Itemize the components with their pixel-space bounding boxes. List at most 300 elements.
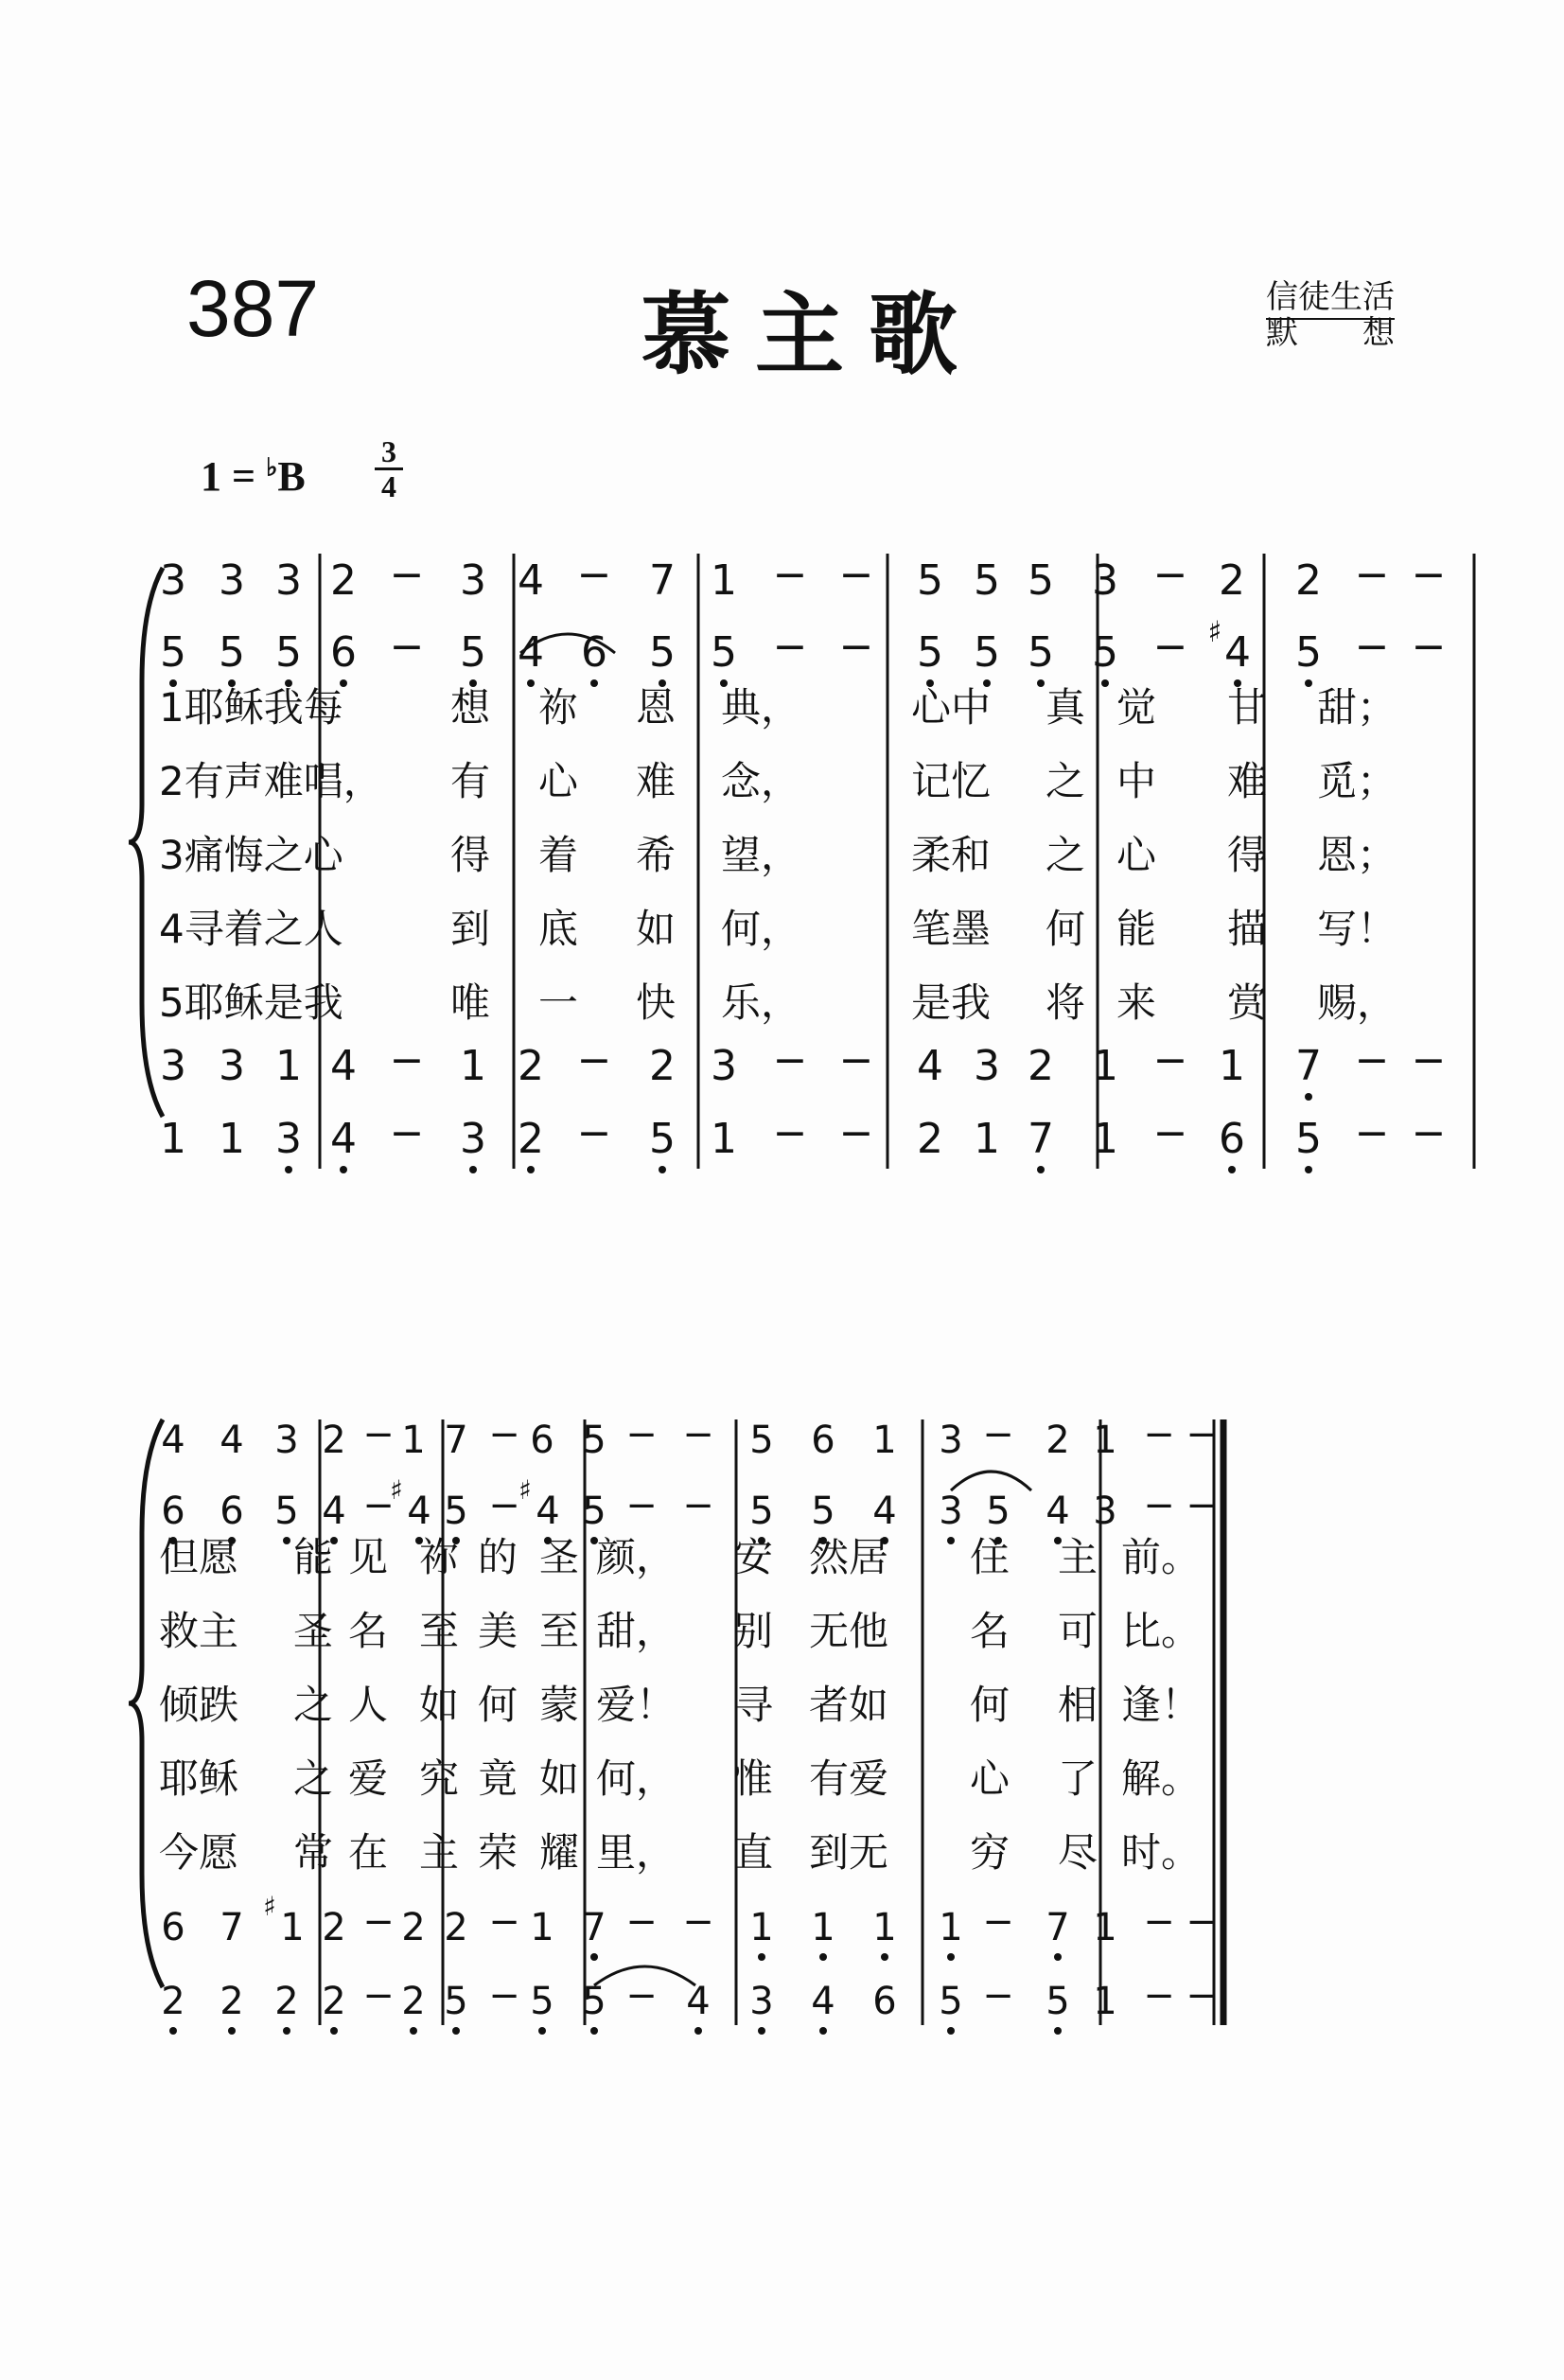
note: 6 — [220, 1490, 244, 1533]
note: 5 — [582, 1490, 606, 1533]
sustain-dash: − — [1152, 551, 1188, 599]
octave-dot — [452, 2027, 460, 2035]
octave-dot — [1305, 1093, 1312, 1101]
lyric-syllable: 如 — [636, 906, 677, 952]
octave-dot — [527, 679, 535, 687]
lyric-syllable: 心 — [1116, 832, 1157, 878]
note: 1 — [939, 1906, 963, 1949]
lyric-syllable: 有爱 — [809, 1755, 889, 1802]
lyric-syllable: 颜， — [596, 1534, 677, 1580]
sustain-dash: − — [982, 1413, 1014, 1456]
note: 5 — [749, 1419, 774, 1462]
octave-dot — [947, 1537, 955, 1544]
lyric-syllable: 比。 — [1121, 1608, 1202, 1654]
note: 1 — [1093, 1419, 1117, 1462]
octave-dot — [1305, 679, 1312, 687]
lyric-syllable: 祢 — [419, 1534, 460, 1580]
sustain-dash: − — [1354, 551, 1390, 599]
note: 2 — [401, 1906, 426, 1949]
lyric-syllable: 主 — [419, 1829, 460, 1876]
note: 7 — [1295, 1042, 1322, 1090]
sustain-dash: − — [982, 1974, 1014, 2018]
octave-dot — [1305, 1166, 1312, 1173]
lyric-syllable: 得 — [450, 832, 491, 878]
sharp-sign: ♯ — [518, 1474, 532, 1506]
note: 1 — [1092, 1042, 1118, 1090]
lyric-syllable: 直 — [733, 1829, 774, 1876]
lyric-syllable: 希 — [636, 832, 677, 878]
sustain-dash: − — [488, 1484, 520, 1527]
sustain-dash: − — [488, 1900, 520, 1944]
system-brace — [129, 568, 163, 1117]
note: 4 — [872, 1490, 897, 1533]
sustain-dash: − — [625, 1974, 658, 2018]
lyric-syllable: 觅； — [1317, 758, 1397, 804]
note: 3 — [219, 1042, 245, 1090]
note: 1 — [749, 1906, 774, 1949]
note: 7 — [1028, 1115, 1054, 1163]
octave-dot — [340, 1166, 347, 1173]
note: 1 — [460, 1042, 486, 1090]
note: 2 — [322, 1980, 346, 2023]
lyric-syllable: 祢 — [538, 684, 579, 731]
sustain-dash: − — [682, 1484, 714, 1527]
sustain-dash: − — [1143, 1413, 1175, 1456]
sustain-dash: − — [1186, 1900, 1218, 1944]
note: 2 — [1219, 556, 1245, 605]
lyric-syllable: 寻 — [733, 1682, 774, 1728]
note: 5 — [160, 628, 186, 677]
note: 7 — [1046, 1906, 1070, 1949]
note: 1 — [872, 1419, 897, 1462]
lyric-syllable: 无他 — [809, 1608, 889, 1654]
note: 3 — [275, 556, 302, 605]
octave-dot — [285, 1166, 292, 1173]
note: 1 — [711, 1115, 737, 1163]
lyric-syllable: 恩 — [636, 684, 677, 731]
note: 6 — [811, 1419, 835, 1462]
lyric-syllable: 但愿 — [159, 1534, 239, 1580]
lyric-syllable: 中 — [1116, 758, 1157, 804]
lyric-syllable: 何 — [478, 1682, 518, 1728]
time-bottom: 4 — [375, 467, 403, 502]
octave-dot — [694, 2027, 702, 2035]
lyric-syllable: 惟 — [733, 1755, 774, 1802]
note: 1 — [275, 1042, 302, 1090]
lyric-syllable: 能 — [293, 1534, 334, 1580]
octave-dot — [1101, 679, 1109, 687]
octave-dot — [819, 2027, 827, 2035]
lyric-syllable: 倾跌 — [159, 1682, 239, 1728]
lyric-syllable: 真 — [1046, 684, 1086, 731]
lyric-syllable: 着 — [538, 832, 579, 878]
note: 4 — [220, 1419, 244, 1462]
note: 3 — [275, 1115, 302, 1163]
sustain-dash: − — [362, 1413, 395, 1456]
note: 5 — [917, 628, 943, 677]
note: 6 — [872, 1980, 897, 2023]
lyric-syllable: 里， — [596, 1829, 677, 1876]
lyric-syllable: 至 — [419, 1608, 460, 1654]
sustain-dash: − — [576, 551, 612, 599]
note: 5 — [460, 628, 486, 677]
note: 2 — [322, 1906, 346, 1949]
lyric-syllable: 心 — [538, 758, 579, 804]
lyric-syllable: 2有声难唱， — [159, 758, 383, 804]
lyric-syllable: 将 — [1046, 979, 1086, 1026]
lyric-syllable: 赏 — [1227, 979, 1268, 1026]
sustain-dash: − — [389, 1036, 425, 1084]
note: 2 — [518, 1115, 544, 1163]
lyric-syllable: 赐， — [1317, 979, 1397, 1026]
lyric-syllable: 至 — [539, 1608, 580, 1654]
lyric-syllable: 能 — [1116, 906, 1157, 952]
sustain-dash: − — [1411, 1036, 1447, 1084]
lyric-syllable: 乐， — [721, 979, 801, 1026]
note: 6 — [161, 1906, 185, 1949]
note: 3 — [939, 1490, 963, 1533]
lyric-syllable: 念， — [721, 758, 801, 804]
note: 5 — [1028, 628, 1054, 677]
lyric-syllable: 见 — [348, 1534, 389, 1580]
sustain-dash: − — [1143, 1900, 1175, 1944]
lyric-syllable: 逢！ — [1121, 1682, 1202, 1728]
octave-dot — [330, 2027, 338, 2035]
octave-dot — [410, 2027, 417, 2035]
sustain-dash: − — [772, 1109, 808, 1157]
note: 2 — [401, 1980, 426, 2023]
note: 3 — [974, 1042, 1000, 1090]
lyric-syllable: 如 — [539, 1755, 580, 1802]
note: 4 — [686, 1980, 711, 2023]
lyric-syllable: 圣 — [539, 1534, 580, 1580]
octave-dot — [947, 1953, 955, 1961]
sharp-sign: ♯ — [390, 1474, 403, 1506]
time-top: 3 — [381, 434, 396, 468]
note: 4 — [330, 1042, 357, 1090]
note: 5 — [274, 1490, 299, 1533]
note: 6 — [330, 628, 357, 677]
octave-dot — [758, 1953, 765, 1961]
lyric-syllable: 底 — [538, 906, 579, 952]
lyric-syllable: 荣 — [478, 1829, 518, 1876]
lyric-syllable: 究 — [419, 1755, 460, 1802]
sustain-dash: − — [362, 1484, 395, 1527]
note: 5 — [939, 1980, 963, 2023]
lyric-syllable: 是我 — [911, 979, 992, 1026]
lyric-syllable: 1耶稣我每 — [159, 684, 343, 731]
lyric-syllable: 救主 — [159, 1608, 239, 1654]
octave-dot — [947, 2027, 955, 2035]
lyric-syllable: 竟 — [478, 1755, 518, 1802]
note: 6 — [161, 1490, 185, 1533]
sustain-dash: − — [838, 1109, 874, 1157]
note: 3 — [1093, 1490, 1117, 1533]
lyric-syllable: 4寻着之人 — [159, 906, 343, 952]
lyric-syllable: 尽 — [1058, 1829, 1098, 1876]
note: 4 — [330, 1115, 357, 1163]
system-brace — [129, 1419, 163, 1987]
key-note: B — [277, 453, 306, 500]
note: 5 — [711, 628, 737, 677]
sustain-dash: − — [488, 1974, 520, 2018]
lyric-syllable: 人 — [348, 1682, 389, 1728]
note: 7 — [582, 1906, 606, 1949]
lyric-syllable: 得 — [1227, 832, 1268, 878]
lyric-syllable: 之 — [1046, 758, 1086, 804]
note: 1 — [530, 1906, 554, 1949]
lyric-syllable: 之 — [293, 1682, 334, 1728]
note: 5 — [275, 628, 302, 677]
octave-dot — [469, 1166, 477, 1173]
note: 2 — [161, 1980, 185, 2023]
octave-dot — [1037, 1166, 1045, 1173]
octave-dot — [538, 2027, 546, 2035]
sustain-dash: − — [772, 623, 808, 671]
lyric-syllable: 何， — [596, 1755, 677, 1802]
lyric-syllable: 甜， — [596, 1608, 677, 1654]
note: 5 — [749, 1490, 774, 1533]
sustain-dash: − — [389, 623, 425, 671]
lyric-syllable: 解。 — [1121, 1755, 1202, 1802]
note: 2 — [220, 1980, 244, 2023]
lyric-syllable: 别 — [733, 1608, 774, 1654]
lyric-syllable: 一 — [538, 979, 579, 1026]
sustain-dash: − — [682, 1900, 714, 1944]
lyric-syllable: 描 — [1227, 906, 1268, 952]
note: 3 — [160, 1042, 186, 1090]
sustain-dash: − — [1143, 1974, 1175, 2018]
note: 5 — [1092, 628, 1118, 677]
note: 4 — [536, 1490, 560, 1533]
lyric-syllable: 到 — [450, 906, 491, 952]
sustain-dash: − — [625, 1413, 658, 1456]
note: 6 — [530, 1419, 554, 1462]
sustain-dash: − — [1143, 1484, 1175, 1527]
sustain-dash: − — [1152, 623, 1188, 671]
lyric-syllable: 难 — [1227, 758, 1268, 804]
lyric-syllable: 有 — [450, 758, 491, 804]
lyric-syllable: 5耶稣是我 — [159, 979, 343, 1026]
note: 5 — [530, 1980, 554, 2023]
note: 3 — [219, 556, 245, 605]
sustain-dash: − — [488, 1413, 520, 1456]
key-prefix: 1 = — [201, 453, 267, 500]
note: 7 — [649, 556, 676, 605]
lyric-syllable: 可 — [1058, 1608, 1098, 1654]
lyric-syllable: 典， — [721, 684, 801, 731]
lyric-syllable: 觉 — [1116, 684, 1157, 731]
lyric-syllable: 相 — [1058, 1682, 1098, 1728]
note: 5 — [974, 628, 1000, 677]
sustain-dash: − — [362, 1900, 395, 1944]
lyric-syllable: 在 — [348, 1829, 389, 1876]
lyric-syllable: 圣 — [293, 1608, 334, 1654]
sustain-dash: − — [625, 1484, 658, 1527]
note: 3 — [749, 1980, 774, 2023]
note: 1 — [811, 1906, 835, 1949]
lyric-syllable: 时。 — [1121, 1829, 1202, 1876]
note: 2 — [330, 556, 357, 605]
note: 2 — [322, 1419, 346, 1462]
note: 1 — [872, 1906, 897, 1949]
sustain-dash: − — [625, 1900, 658, 1944]
note: 3 — [711, 1042, 737, 1090]
lyric-syllable: 记忆 — [911, 758, 992, 804]
octave-dot — [590, 1953, 598, 1961]
note: 3 — [1092, 556, 1118, 605]
sustain-dash: − — [1186, 1413, 1218, 1456]
note: 1 — [1219, 1042, 1245, 1090]
note: 2 — [444, 1906, 468, 1949]
octave-dot — [169, 2027, 177, 2035]
octave-dot — [1054, 2027, 1062, 2035]
lyric-syllable: 爱 — [348, 1755, 389, 1802]
octave-dot — [283, 1537, 290, 1544]
lyric-syllable: 然居 — [809, 1534, 889, 1580]
note: 1 — [711, 556, 737, 605]
sustain-dash: − — [1411, 551, 1447, 599]
note: 5 — [649, 1115, 676, 1163]
lyric-syllable: 到无 — [809, 1829, 889, 1876]
note: 1 — [219, 1115, 245, 1163]
lyric-syllable: 前。 — [1121, 1534, 1202, 1580]
lyric-syllable: 唯 — [450, 979, 491, 1026]
note: 5 — [219, 628, 245, 677]
note: 2 — [1295, 556, 1322, 605]
lyric-syllable: 何 — [1046, 906, 1086, 952]
lyric-syllable: 爱！ — [596, 1682, 677, 1728]
lyric-syllable: 安 — [733, 1534, 774, 1580]
note: 2 — [917, 1115, 943, 1163]
note: 4 — [811, 1980, 835, 2023]
lyric-syllable: 穷 — [970, 1829, 1010, 1876]
slur — [951, 1472, 1031, 1490]
note: 4 — [322, 1490, 346, 1533]
sharp-sign: ♯ — [1207, 615, 1222, 649]
sustain-dash: − — [838, 623, 874, 671]
sustain-dash: − — [982, 1900, 1014, 1944]
note: 4 — [518, 556, 544, 605]
note: 4 — [917, 1042, 943, 1090]
octave-dot — [758, 2027, 765, 2035]
sustain-dash: − — [1186, 1484, 1218, 1527]
note: 1 — [160, 1115, 186, 1163]
note: 3 — [460, 1115, 486, 1163]
sustain-dash: − — [1354, 623, 1390, 671]
note: 5 — [444, 1490, 468, 1533]
sustain-dash: − — [362, 1974, 395, 2018]
note: 1 — [1093, 1906, 1117, 1949]
lyric-syllable: 名 — [348, 1608, 389, 1654]
note: 5 — [1295, 1115, 1322, 1163]
lyric-syllable: 者如 — [809, 1682, 889, 1728]
sustain-dash: − — [838, 1036, 874, 1084]
lyric-syllable: 恩； — [1317, 832, 1397, 878]
hymn-title: 慕主歌 — [641, 283, 983, 387]
lyric-syllable: 蒙 — [539, 1682, 580, 1728]
lyric-syllable: 耶稣 — [159, 1755, 239, 1802]
sustain-dash: − — [772, 1036, 808, 1084]
sustain-dash: − — [772, 551, 808, 599]
lyric-syllable: 如 — [419, 1682, 460, 1728]
note: 4 — [1046, 1490, 1070, 1533]
note: 7 — [220, 1906, 244, 1949]
sustain-dash: − — [1152, 1036, 1188, 1084]
sustain-dash: − — [389, 1109, 425, 1157]
octave-dot — [1037, 679, 1045, 687]
lyric-syllable: 甜； — [1317, 684, 1397, 731]
lyric-syllable: 住 — [970, 1534, 1010, 1580]
octave-dot — [527, 1166, 535, 1173]
note: 4 — [161, 1419, 185, 1462]
lyric-syllable: 名 — [970, 1608, 1010, 1654]
sustain-dash: − — [576, 1109, 612, 1157]
lyric-syllable: 柔和 — [911, 832, 992, 878]
sustain-dash: − — [1411, 1109, 1447, 1157]
note: 1 — [401, 1419, 426, 1462]
octave-dot — [659, 1166, 666, 1173]
note: 5 — [1028, 556, 1054, 605]
sustain-dash: − — [576, 1036, 612, 1084]
note: 2 — [274, 1980, 299, 2023]
octave-dot — [881, 1953, 888, 1961]
lyric-syllable: 美 — [478, 1608, 518, 1654]
note: 7 — [444, 1419, 468, 1462]
lyric-syllable: 心 — [970, 1755, 1010, 1802]
note: 2 — [518, 1042, 544, 1090]
note: 3 — [939, 1419, 963, 1462]
sharp-sign: ♯ — [263, 1891, 276, 1922]
note: 5 — [986, 1490, 1010, 1533]
lyric-syllable: 心中 — [911, 684, 992, 731]
lyric-syllable: 了 — [1058, 1755, 1098, 1802]
octave-dot — [590, 679, 598, 687]
lyric-syllable: 望， — [721, 832, 801, 878]
note: 5 — [1295, 628, 1322, 677]
lyric-syllable: 难 — [636, 758, 677, 804]
note: 2 — [649, 1042, 676, 1090]
lyric-syllable: 之 — [293, 1755, 334, 1802]
sustain-dash: − — [1186, 1974, 1218, 2018]
sustain-dash: − — [1354, 1036, 1390, 1084]
note: 2 — [1028, 1042, 1054, 1090]
note: 5 — [649, 628, 676, 677]
note: 1 — [1093, 1980, 1117, 2023]
note: 2 — [1046, 1419, 1070, 1462]
octave-dot — [819, 1953, 827, 1961]
octave-dot — [1228, 1166, 1236, 1173]
flat-sign: ♭ — [266, 453, 278, 482]
sustain-dash: − — [1354, 1109, 1390, 1157]
note: 1 — [974, 1115, 1000, 1163]
note: 5 — [582, 1419, 606, 1462]
music-credit: 默 想 — [1266, 314, 1395, 352]
lyric-syllable: 3痛悔之心 — [159, 832, 343, 878]
lyric-syllable: 甘 — [1227, 684, 1268, 731]
note: 4 — [518, 628, 544, 677]
lyric-syllable: 何 — [970, 1682, 1010, 1728]
lyric-syllable: 快 — [636, 979, 677, 1026]
note: 3 — [160, 556, 186, 605]
note: 3 — [274, 1419, 299, 1462]
lyric-syllable: 常 — [293, 1829, 334, 1876]
lyric-syllable: 的 — [478, 1534, 518, 1580]
octave-dot — [228, 2027, 236, 2035]
note: 5 — [974, 556, 1000, 605]
octave-dot — [283, 2027, 290, 2035]
note: 6 — [1219, 1115, 1245, 1163]
